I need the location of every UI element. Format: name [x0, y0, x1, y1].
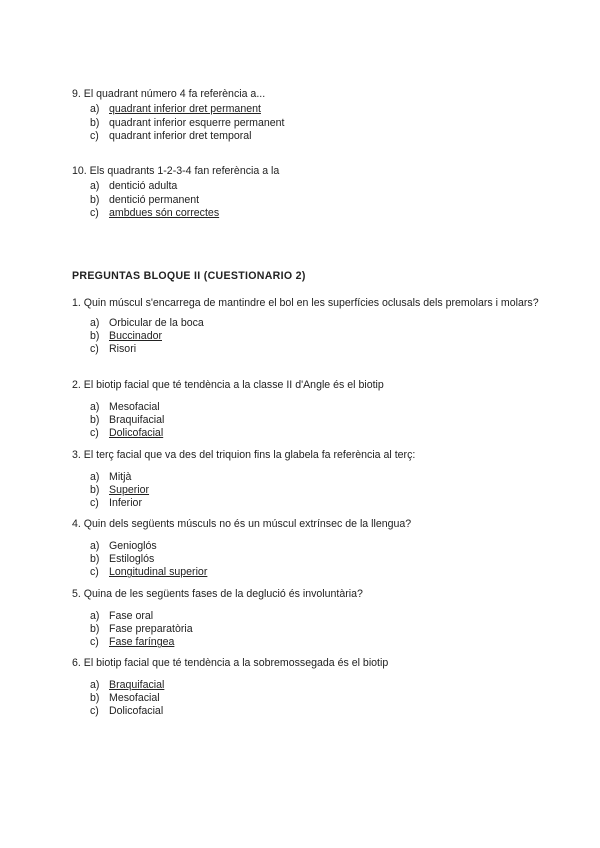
- option-b: b) Estiloglós: [90, 553, 155, 565]
- option-a: a) Orbicular de la boca: [90, 316, 204, 329]
- options-list: [72, 540, 542, 580]
- option-c: c) Fase faríngea: [90, 636, 175, 649]
- options-list: [72, 103, 542, 144]
- question-text: 6. El biotip facial que té tendència a la sobremossegada és el biotip: [72, 657, 389, 669]
- correct-answer: quadrant inferior dret permanent: [109, 102, 261, 115]
- options-list: [72, 401, 542, 441]
- question-text: 1. Quin múscul s'encarrega de mantindre el bol en les superfícies oclusals dels premolars i molars?: [72, 297, 539, 309]
- option-a: a) quadrant inferior dret permanent: [90, 102, 261, 115]
- question-b2-3: [72, 449, 542, 510]
- option-a: a) Mesofacial: [90, 400, 160, 413]
- option-b: b) Mesofacial: [90, 692, 160, 704]
- question-b2-5: [72, 588, 542, 649]
- question-text: 9. El quadrant número 4 fa referència a...: [72, 88, 266, 100]
- option-a: a) Braquifacial: [90, 678, 165, 691]
- question-b2-2: [72, 379, 542, 440]
- option-b: b) Superior: [90, 484, 150, 496]
- options-list: [72, 610, 542, 650]
- question-text: 2. El biotip facial que té tendència a la classe II d'Angle és el biotip: [72, 379, 384, 391]
- option-a: a) dentició adulta: [90, 179, 178, 192]
- option-c: c) Risori: [90, 343, 137, 356]
- options-list: [72, 471, 542, 511]
- question-9: [72, 88, 542, 144]
- question-b2-6: [72, 657, 542, 718]
- question-text: 4. Quin dels següents músculs no és un múscul extrínsec de la llengua?: [72, 518, 412, 530]
- correct-answer: Dolicofacial: [109, 427, 164, 440]
- option-a: a) Mitjà: [90, 470, 132, 483]
- question-b2-1: [72, 297, 542, 356]
- option-a: a) Fase oral: [90, 609, 154, 622]
- correct-answer: Longitudinal superior: [109, 566, 208, 579]
- question-text: 10. Els quadrants 1-2-3-4 fan referència a la: [72, 165, 280, 177]
- option-c: c) quadrant inferior dret temporal: [90, 130, 252, 143]
- option-b: b) Braquifacial: [90, 414, 165, 426]
- option-b: b) dentició permanent: [90, 193, 200, 206]
- question-text: 3. El terç facial que va des del triquion fins la glabela fa referència al terç:: [72, 449, 416, 461]
- option-b: b) quadrant inferior esquerre permanent: [90, 116, 285, 129]
- options-list: [72, 180, 542, 221]
- question-text: 5. Quina de les següents fases de la deglució és involuntària?: [72, 588, 363, 600]
- option-c: c) ambdues són correctes: [90, 207, 220, 220]
- option-a: a) Genioglós: [90, 539, 157, 552]
- correct-answer: Buccinador: [109, 330, 162, 342]
- option-c: c) Dolicofacial: [90, 705, 164, 718]
- option-b: b) Fase preparatòria: [90, 623, 193, 635]
- correct-answer: Fase faríngea: [109, 636, 175, 649]
- question-10: [72, 165, 542, 221]
- section-title: PREGUNTAS BLOQUE II (CUESTIONARIO 2): [72, 270, 306, 282]
- correct-answer: Superior: [109, 484, 150, 496]
- option-c: c) Longitudinal superior: [90, 566, 208, 579]
- options-list: [72, 317, 542, 357]
- option-c: c) Inferior: [90, 497, 142, 510]
- options-list: [72, 679, 542, 719]
- question-b2-4: [72, 518, 542, 579]
- correct-answer: Braquifacial: [109, 678, 165, 691]
- option-b: b) Buccinador: [90, 330, 162, 342]
- correct-answer: ambdues són correctes: [109, 207, 220, 220]
- option-c: c) Dolicofacial: [90, 427, 164, 440]
